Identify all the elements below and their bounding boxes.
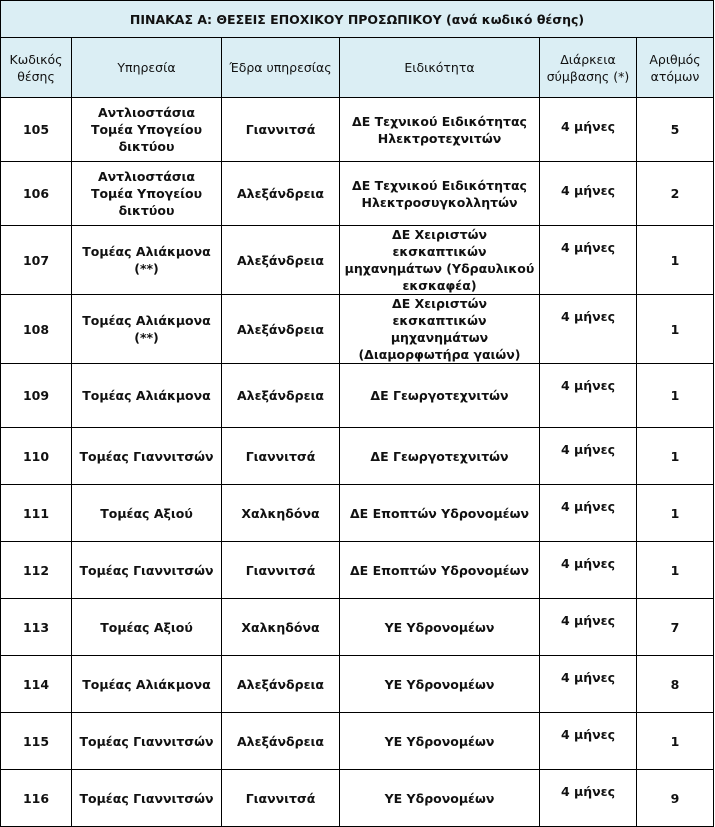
cell-duration: 4 μήνες (540, 98, 637, 162)
table-row (1, 713, 714, 770)
cell-specialty: ΔΕ Εποπτών Υδρονομέων (340, 542, 540, 599)
cell-specialty: ΔΕ Εποπτών Υδρονομέων (340, 485, 540, 542)
cell-count: 1 (637, 226, 714, 295)
cell-count: 2 (637, 162, 714, 226)
cell-service: Τομέας Γιαννιτσών (72, 428, 222, 485)
cell-service: Τομέας Αλιάκμονα (72, 656, 222, 713)
cell-seat: Γιαννιτσά (222, 542, 340, 599)
cell-service: Τομέας Γιαννιτσών (72, 770, 222, 827)
cell-seat: Χαλκηδόνα (222, 599, 340, 656)
cell-service: Τομέας Γιαννιτσών (72, 542, 222, 599)
cell-count: 9 (637, 770, 714, 827)
cell-seat: Γιαννιτσά (222, 428, 340, 485)
cell-seat: Γιαννιτσά (222, 770, 340, 827)
cell-seat: Αλεξάνδρεια (222, 162, 340, 226)
cell-count: 1 (637, 295, 714, 364)
cell-duration: 4 μήνες (540, 485, 637, 542)
table-row (1, 226, 714, 295)
header-code: Κωδικός θέσης (1, 38, 72, 98)
cell-code: 114 (1, 656, 72, 713)
cell-code: 111 (1, 485, 72, 542)
cell-specialty: ΔΕ Χειριστών εκσκαπτικών μηχανημάτων (Υδραυλικού εκσκαφέα) (340, 226, 540, 295)
cell-specialty: ΥΕ Υδρονομέων (340, 656, 540, 713)
cell-code: 113 (1, 599, 72, 656)
table-row (1, 485, 714, 542)
cell-service: Τομέας Αλιάκμονα (**) (72, 226, 222, 295)
cell-duration: 4 μήνες (540, 542, 637, 599)
table-title-row (1, 1, 714, 38)
cell-duration: 4 μήνες (540, 770, 637, 827)
cell-service: Τομέας Γιαννιτσών (72, 713, 222, 770)
table-row (1, 162, 714, 226)
cell-specialty: ΔΕ Γεωργοτεχνιτών (340, 428, 540, 485)
cell-duration: 4 μήνες (540, 599, 637, 656)
cell-specialty: ΥΕ Υδρονομέων (340, 770, 540, 827)
cell-duration: 4 μήνες (540, 162, 637, 226)
header-duration: Διάρκεια σύμβασης (*) (540, 38, 637, 98)
cell-seat: Αλεξάνδρεια (222, 295, 340, 364)
cell-specialty: ΔΕ Γεωργοτεχνιτών (340, 364, 540, 428)
cell-duration: 4 μήνες (540, 656, 637, 713)
cell-seat: Αλεξάνδρεια (222, 364, 340, 428)
header-seat: Έδρα υπηρεσίας (222, 38, 340, 98)
cell-code: 107 (1, 226, 72, 295)
table-header-row (1, 38, 714, 98)
cell-service: Τομέας Αξιού (72, 485, 222, 542)
cell-service: Αντλιοστάσια Τομέα Υπογείου δικτύου (72, 98, 222, 162)
cell-seat: Αλεξάνδρεια (222, 226, 340, 295)
cell-duration: 4 μήνες (540, 364, 637, 428)
table-row (1, 428, 714, 485)
cell-count: 7 (637, 599, 714, 656)
cell-specialty: ΥΕ Υδρονομέων (340, 713, 540, 770)
cell-seat: Αλεξάνδρεια (222, 713, 340, 770)
cell-count: 1 (637, 364, 714, 428)
cell-code: 109 (1, 364, 72, 428)
cell-count: 1 (637, 713, 714, 770)
cell-count: 1 (637, 485, 714, 542)
cell-specialty: ΔΕ Τεχνικού Ειδικότητας Ηλεκτροτεχνιτών (340, 98, 540, 162)
cell-service: Αντλιοστάσια Τομέα Υπογείου δικτύου (72, 162, 222, 226)
cell-code: 112 (1, 542, 72, 599)
cell-specialty: ΥΕ Υδρονομέων (340, 599, 540, 656)
cell-duration: 4 μήνες (540, 226, 637, 295)
cell-code: 105 (1, 98, 72, 162)
header-service: Υπηρεσία (72, 38, 222, 98)
table-row (1, 770, 714, 827)
cell-service: Τομέας Αλιάκμονα (72, 364, 222, 428)
cell-code: 116 (1, 770, 72, 827)
cell-code: 106 (1, 162, 72, 226)
header-specialty: Ειδικότητα (340, 38, 540, 98)
table-row (1, 364, 714, 428)
cell-duration: 4 μήνες (540, 295, 637, 364)
table-row (1, 295, 714, 364)
cell-duration: 4 μήνες (540, 713, 637, 770)
cell-seat: Γιαννιτσά (222, 98, 340, 162)
cell-count: 1 (637, 542, 714, 599)
cell-count: 5 (637, 98, 714, 162)
table-row (1, 98, 714, 162)
cell-specialty: ΔΕ Τεχνικού Ειδικότητας Ηλεκτροσυγκολλητών (340, 162, 540, 226)
cell-service: Τομέας Αξιού (72, 599, 222, 656)
cell-specialty: ΔΕ Χειριστών εκσκαπτικών μηχανημάτων (Διαμορφωτήρα γαιών) (340, 295, 540, 364)
cell-seat: Αλεξάνδρεια (222, 656, 340, 713)
cell-code: 110 (1, 428, 72, 485)
cell-seat: Χαλκηδόνα (222, 485, 340, 542)
cell-count: 8 (637, 656, 714, 713)
cell-count: 1 (637, 428, 714, 485)
table-row (1, 656, 714, 713)
table-row (1, 542, 714, 599)
cell-service: Τομέας Αλιάκμονα (**) (72, 295, 222, 364)
table-title: ΠΙΝΑΚΑΣ Α: ΘΕΣΕΙΣ ΕΠΟΧΙΚΟΥ ΠΡΟΣΩΠΙΚΟΥ (ανά κωδικό θέσης) (1, 1, 714, 38)
cell-code: 115 (1, 713, 72, 770)
table-row (1, 599, 714, 656)
cell-duration: 4 μήνες (540, 428, 637, 485)
cell-code: 108 (1, 295, 72, 364)
header-count: Αριθμός ατόμων (637, 38, 714, 98)
